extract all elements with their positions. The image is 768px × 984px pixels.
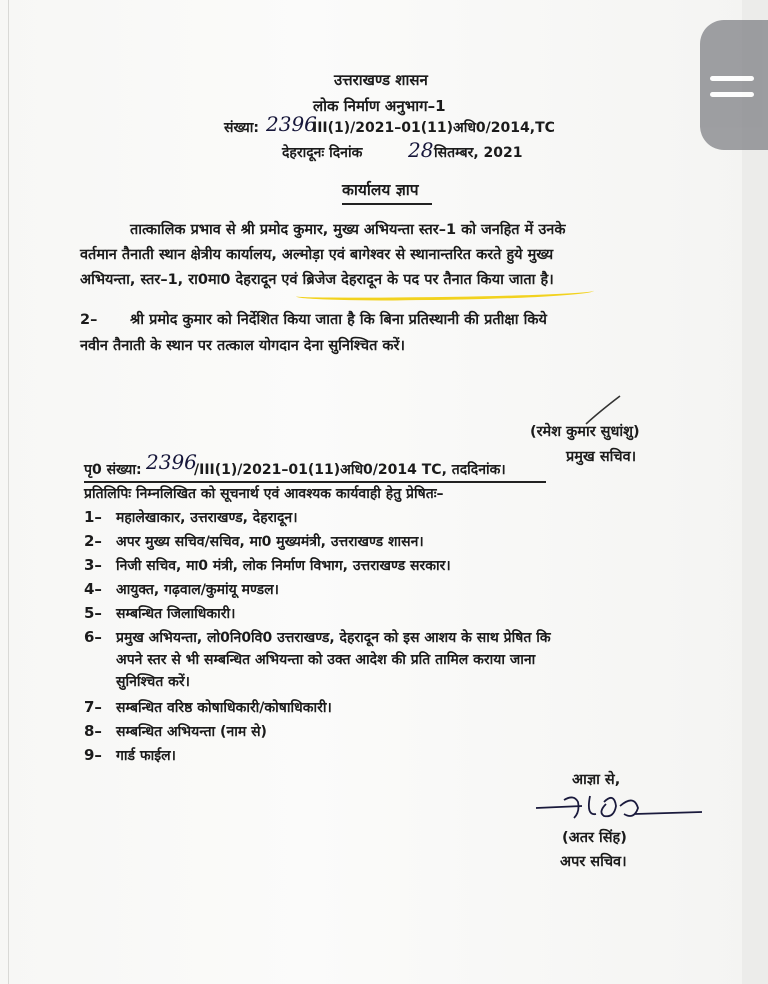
- copy-num-8: 8–: [84, 722, 102, 740]
- section-name: लोक निर्माण अनुभाग–1: [313, 97, 446, 115]
- signatory2-name: (अतर सिंह): [562, 830, 627, 846]
- copy-item-8: सम्बन्धित अभियन्ता (नाम से): [116, 724, 267, 740]
- copy-num-7: 7–: [84, 698, 102, 716]
- date-prefix: देहरादूनः दिनांक: [282, 145, 363, 161]
- para1-line1: तात्कालिक प्रभाव से श्री प्रमोद कुमार, मुख्य अभियन्ता स्तर–1 को जनहित में उनके: [130, 222, 566, 238]
- endorsement-prefix: पृ0 संख्या:: [84, 462, 142, 478]
- copy-num-4: 4–: [84, 580, 102, 598]
- signatory1-designation: प्रमुख सचिव।: [566, 449, 637, 465]
- copy-item-9: गार्ड फाईल।: [116, 748, 176, 764]
- handwritten-date: 28: [408, 138, 434, 162]
- menu-icon-bar-bottom: [710, 92, 754, 97]
- endorsement-handwritten-number: 2396: [146, 450, 197, 474]
- title-underline: [342, 203, 432, 205]
- endorsement-underline: [84, 481, 546, 483]
- menu-icon-bar-top: [710, 76, 754, 81]
- copy-item-1: महालेखाकार, उत्तराखण्ड, देहरादून।: [116, 510, 298, 526]
- copy-num-3: 3–: [84, 556, 102, 574]
- govt-name: उत्तराखण्ड शासन: [334, 71, 428, 89]
- copy-item-5: सम्बन्धित जिलाधिकारी।: [116, 606, 236, 622]
- handwritten-number: 2396: [266, 112, 317, 136]
- viewer-menu-handle[interactable]: [700, 20, 768, 150]
- para1-line2: वर्तमान तैनाती स्थान क्षेत्रीय कार्यालय, अल्मोड़ा एवं बागेश्वर से स्थानान्तरित करते हुये मुख्य: [80, 247, 554, 263]
- copy-num-1: 1–: [84, 508, 102, 526]
- para1-line3: अभियन्ता, स्तर–1, रा0मा0 देहरादून एवं ब्रिजेज देहरादून के पद पर तैनात किया जाता है।: [80, 272, 554, 288]
- copy-item-6-line2: अपने स्तर से भी सम्बन्धित अभियन्ता को उक्त आदेश की प्रति तामिल कराया जाना: [116, 652, 536, 668]
- copy-item-6-line3: सुनिश्चित करें।: [116, 674, 190, 690]
- signatory1-name: (रमेश कुमार सुधांशु): [530, 424, 640, 440]
- number-prefix: संख्या:: [224, 120, 259, 136]
- memo-title: कार्यालय ज्ञाप: [342, 181, 419, 199]
- signature-stroke-2: [534, 788, 704, 828]
- para2-number: 2–: [80, 312, 98, 328]
- page-edge-line: [8, 0, 9, 984]
- endorsement-suffix: /III(1)/2021–01(11)अधि0/2014 TC, तददिनांक।: [194, 462, 506, 478]
- copy-item-3: निजी सचिव, मा0 मंत्री, लोक निर्माण विभाग, उत्तराखण्ड सरकार।: [116, 558, 451, 574]
- highlight-underline: [296, 285, 594, 301]
- para2-line2: नवीन तैनाती के स्थान पर तत्काल योगदान देना सुनिश्चित करें।: [80, 338, 405, 354]
- endorsement-intro: प्रतिलिपिः निम्नलिखित को सूचनार्थ एवं आवश्यक कार्यवाही हेतु प्रेषितः–: [84, 486, 444, 502]
- copy-num-6: 6–: [84, 628, 102, 646]
- copy-item-4: आयुक्त, गढ़वाल/कुमांयू मण्डल।: [116, 582, 279, 598]
- copy-item-7: सम्बन्धित वरिष्ठ कोषाधिकारी/कोषाधिकारी।: [116, 700, 332, 716]
- copy-num-2: 2–: [84, 532, 102, 550]
- date-suffix: सितम्बर, 2021: [434, 145, 523, 161]
- copy-item-2: अपर मुख्य सचिव/सचिव, मा0 मुख्यमंत्री, उत्तराखण्ड शासन।: [116, 534, 424, 550]
- copy-num-9: 9–: [84, 746, 102, 764]
- number-suffix: III(1)/2021–01(11)अधि0/2014,TC: [312, 120, 555, 136]
- by-order-text: आज्ञा से,: [572, 772, 621, 788]
- para2-line1: श्री प्रमोद कुमार को निर्देशित किया जाता है कि बिना प्रतिस्थानी की प्रतीक्षा किये: [130, 312, 547, 328]
- signatory2-designation: अपर सचिव।: [560, 854, 627, 870]
- copy-item-6-line1: प्रमुख अभियन्ता, लो0नि0वि0 उत्तराखण्ड, देहरादून को इस आशय के साथ प्रेषित कि: [116, 630, 551, 646]
- copy-num-5: 5–: [84, 604, 102, 622]
